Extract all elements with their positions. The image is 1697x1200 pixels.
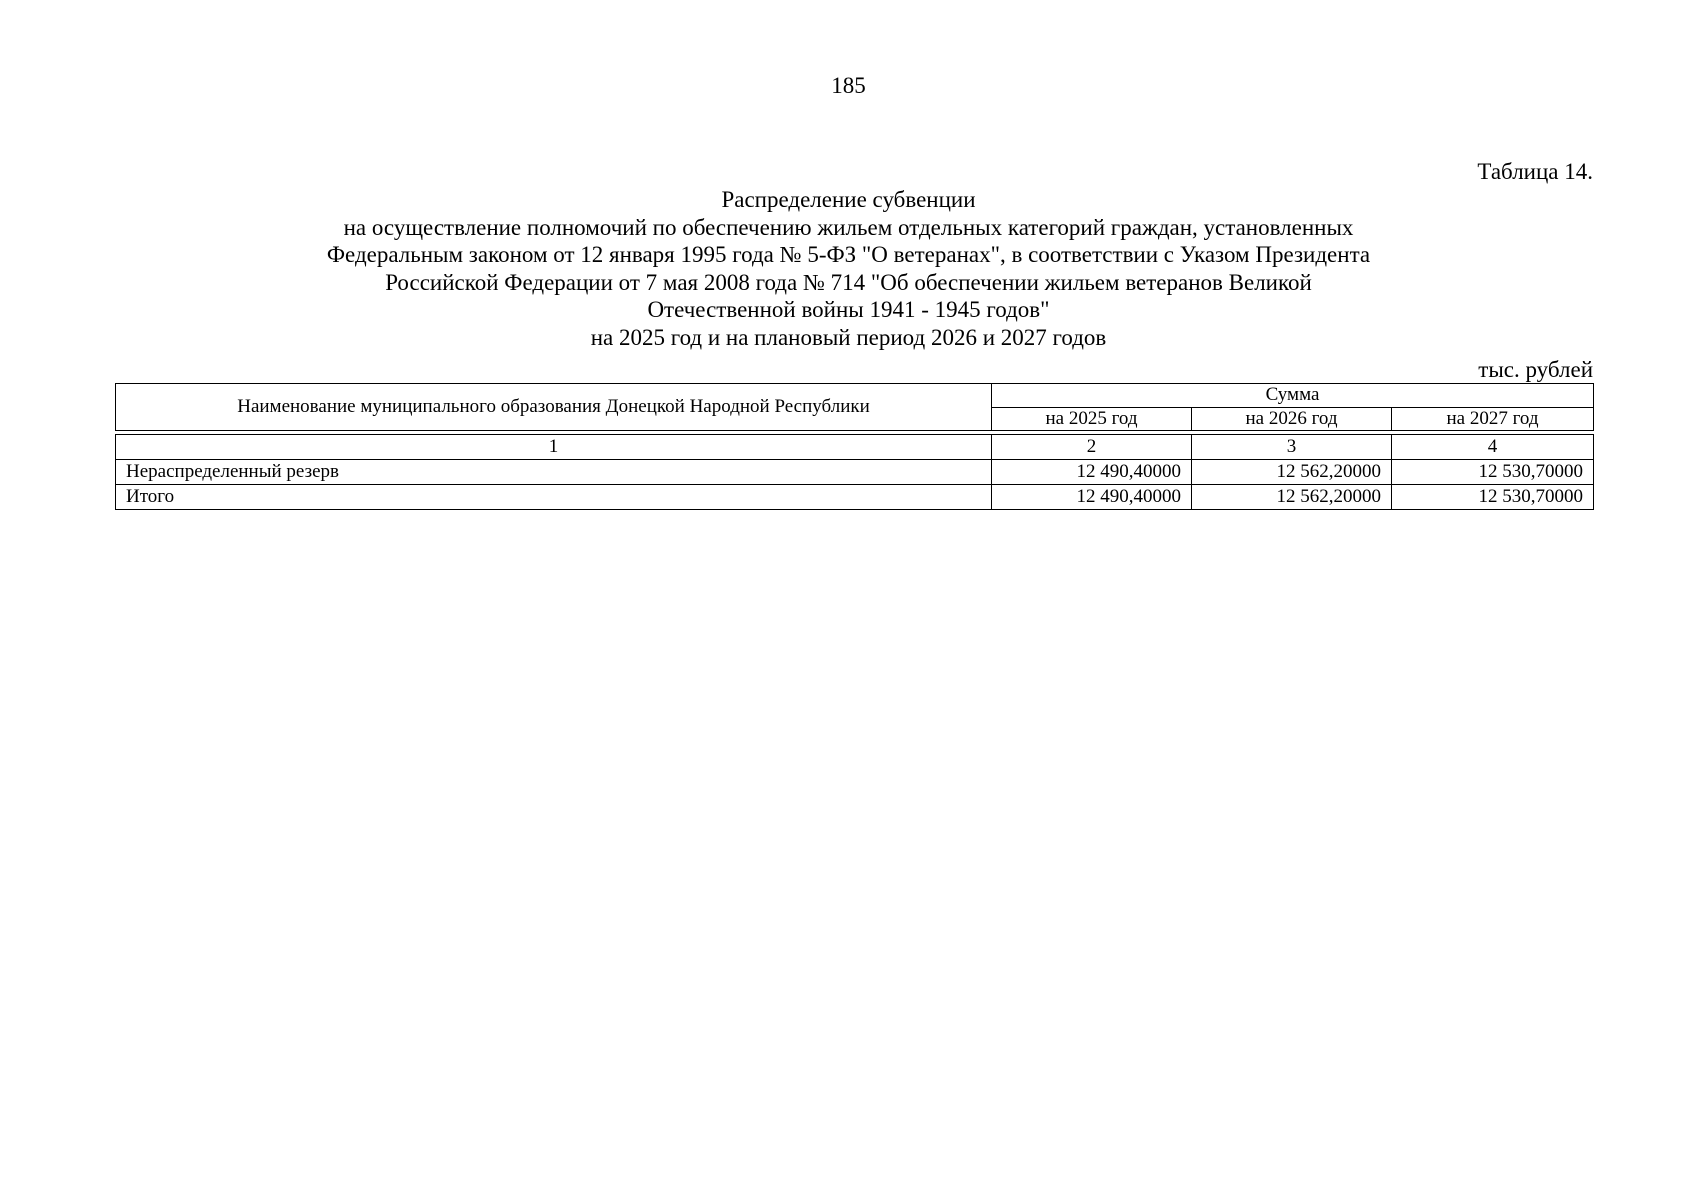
data-table: [115, 434, 1594, 510]
row-value-2025: 12 490,40000: [992, 485, 1192, 510]
page-number: 185: [831, 73, 866, 98]
table-row: [116, 460, 1594, 485]
table-header: [115, 383, 1594, 431]
column-number: 3: [1192, 435, 1392, 460]
row-value-2026: 12 562,20000: [1192, 460, 1392, 485]
row-value-2025: 12 490,40000: [992, 460, 1192, 485]
row-value-2026: 12 562,20000: [1192, 485, 1392, 510]
year-header-2025: на 2025 год: [992, 407, 1192, 431]
title-line: Российской Федерации от 7 мая 2008 года № 714 "Об обеспечении жильем ветеранов Великой: [385, 269, 1312, 295]
title-line: Отечественной войны 1941 - 1945 годов": [647, 297, 1050, 322]
column-number: 2: [992, 435, 1192, 460]
title-line: на осуществление полномочий по обеспечению жильем отдельных категорий граждан, установленных: [343, 214, 1354, 240]
title-line: Распределение субвенции: [721, 187, 976, 212]
title-line: Федеральным законом от 12 января 1995 года № 5-ФЗ "О ветеранах", в соответствии с Указом Президента: [326, 242, 1371, 267]
row-value-2027: 12 530,70000: [1392, 460, 1594, 485]
name-column-header: Наименование муниципального образования Донецкой Народной Республики: [116, 384, 992, 431]
column-number-row: [116, 435, 1594, 460]
row-name: Нераспределенный резерв: [116, 460, 992, 485]
sum-column-header: Сумма: [992, 384, 1594, 408]
title-line: на 2025 год и на плановый период 2026 и 2027 годов: [590, 324, 1107, 350]
document-title: [180, 186, 1517, 351]
table-label: Таблица 14.: [1477, 159, 1593, 184]
row-value-2027: 12 530,70000: [1392, 485, 1594, 510]
column-number: 1: [116, 435, 992, 460]
total-row: [116, 485, 1594, 510]
row-name: Итого: [116, 485, 992, 510]
year-header-2026: на 2026 год: [1192, 407, 1392, 431]
year-header-2027: на 2027 год: [1392, 407, 1594, 431]
units-label: тыс. рублей: [1478, 357, 1593, 382]
column-number: 4: [1392, 435, 1594, 460]
